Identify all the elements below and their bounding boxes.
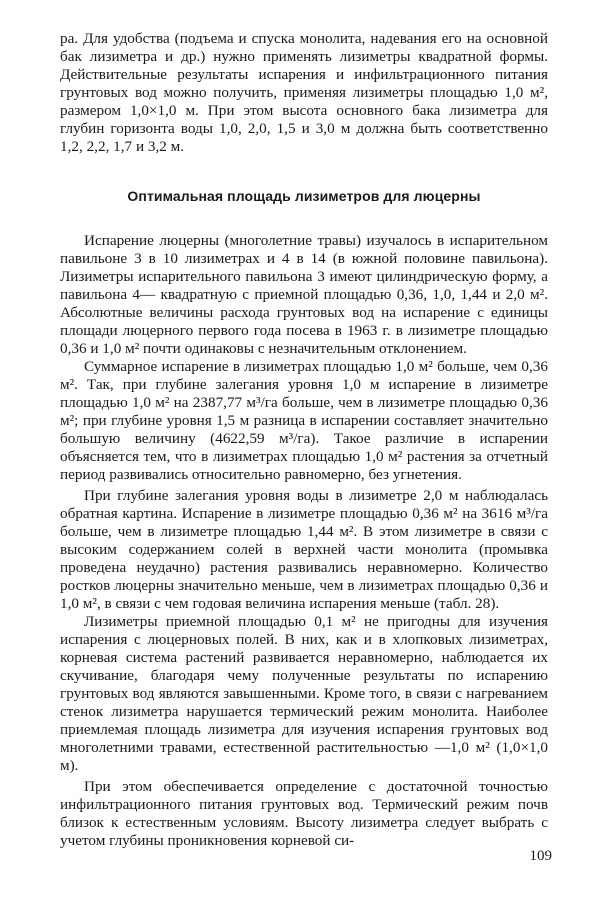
paragraph-5: При этом обеспечивается определение с достаточной точностью инфильтрационного питания грунтовых вод. Термический режим почв близок к естественным условиям. Высоту лизиметра следует выбрать с учетом глубины проникновения корневой си-	[60, 778, 548, 849]
intro-paragraph: ра. Для удобства (подъема и спуска монолита, надевания его на основной бак лизиметра и др.) нужно применять лизиметры квадратной формы. Действительные результаты испарения и инфильтрационного питания грунтовых вод можно получить, применяя лизиметры площадью 1,0 м², размером 1,0×1,0 м. При этом высота основного бака лизиметра для глубин горизонта воды 1,0, 2,0, 1,5 и 3,0 м должна быть соответственно 1,2, 2,2, 1,7 и 3,2 м.	[60, 30, 548, 155]
paragraph-2: Суммарное испарение в лизиметрах площадью 1,0 м² больше, чем 0,36 м². Так, при глубине залегания уровня 1,0 м испарение в лизиметре площадью 1,0 м² на 2387,77 м³/га больше, чем в лизиметре площадью 0,36 м²; при глубине уровня 1,5 м разница в испарении составляет значительно большую величину (4622,59 м³/га). Такое различие в испарении объясняется тем, что в лизиметрах площадью 1,0 м² растения за отчетный период развивались относительно равномерно, без угнетения.	[60, 358, 548, 483]
page-body	[60, 30, 548, 850]
paragraph-4: Лизиметры приемной площадью 0,1 м² не пригодны для изучения испарения с люцерновых полей. В них, как и в хлопковых лизиметрах, корневая система растений развивается неравномерно, наблюдается их скучивание, благодаря чему полученные результаты по испарению грунтовых вод являются завышенными. Кроме того, в связи с нагреванием стенок лизиметра нарушается термический режим монолита. Наиболее приемлемая площадь лизиметра для изучения испарения грунтовых вод многолетними травами, естественной растительностью —1,0 м² (1,0×1,0 м).	[60, 613, 548, 774]
section-heading: Оптимальная площадь лизиметров для люцерны	[127, 188, 481, 204]
page-number: 109	[529, 848, 552, 864]
paragraph-3: При глубине залегания уровня воды в лизиметре 2,0 м наблюдалась обратная картина. Испарение в лизиметре площадью 0,36 м² на 3616 м³/га больше, чем в лизиметре площадью 1,44 м². В этом лизиметре в связи с высоким содержанием солей в верхней части монолита (промывка проведена неудачно) растения развивались неравномерно. Количество ростков люцерны значительно меньше, чем в лизиметрах площадью 0,36 и 1,0 м², в связи с чем годовая величина испарения меньше (табл. 28).	[60, 487, 548, 612]
paragraph-1: Испарение люцерны (многолетние травы) изучалось в испарительном павильоне 3 в 10 лизиметрах и 4 в 14 (в южной половине павильона). Лизиметры испарительного павильона 3 имеют цилиндрическую форму, а павильона 4— квадратную с приемной площадью 0,36, 1,0, 1,44 и 2,0 м². Абсолютные величины расхода грунтовых вод на испарение с единицы площади люцерного первого года посева в 1963 г. в лизиметре площадью 0,36 и 1,0 м² почти одинаковы с незначительным отклонением.	[60, 232, 548, 357]
